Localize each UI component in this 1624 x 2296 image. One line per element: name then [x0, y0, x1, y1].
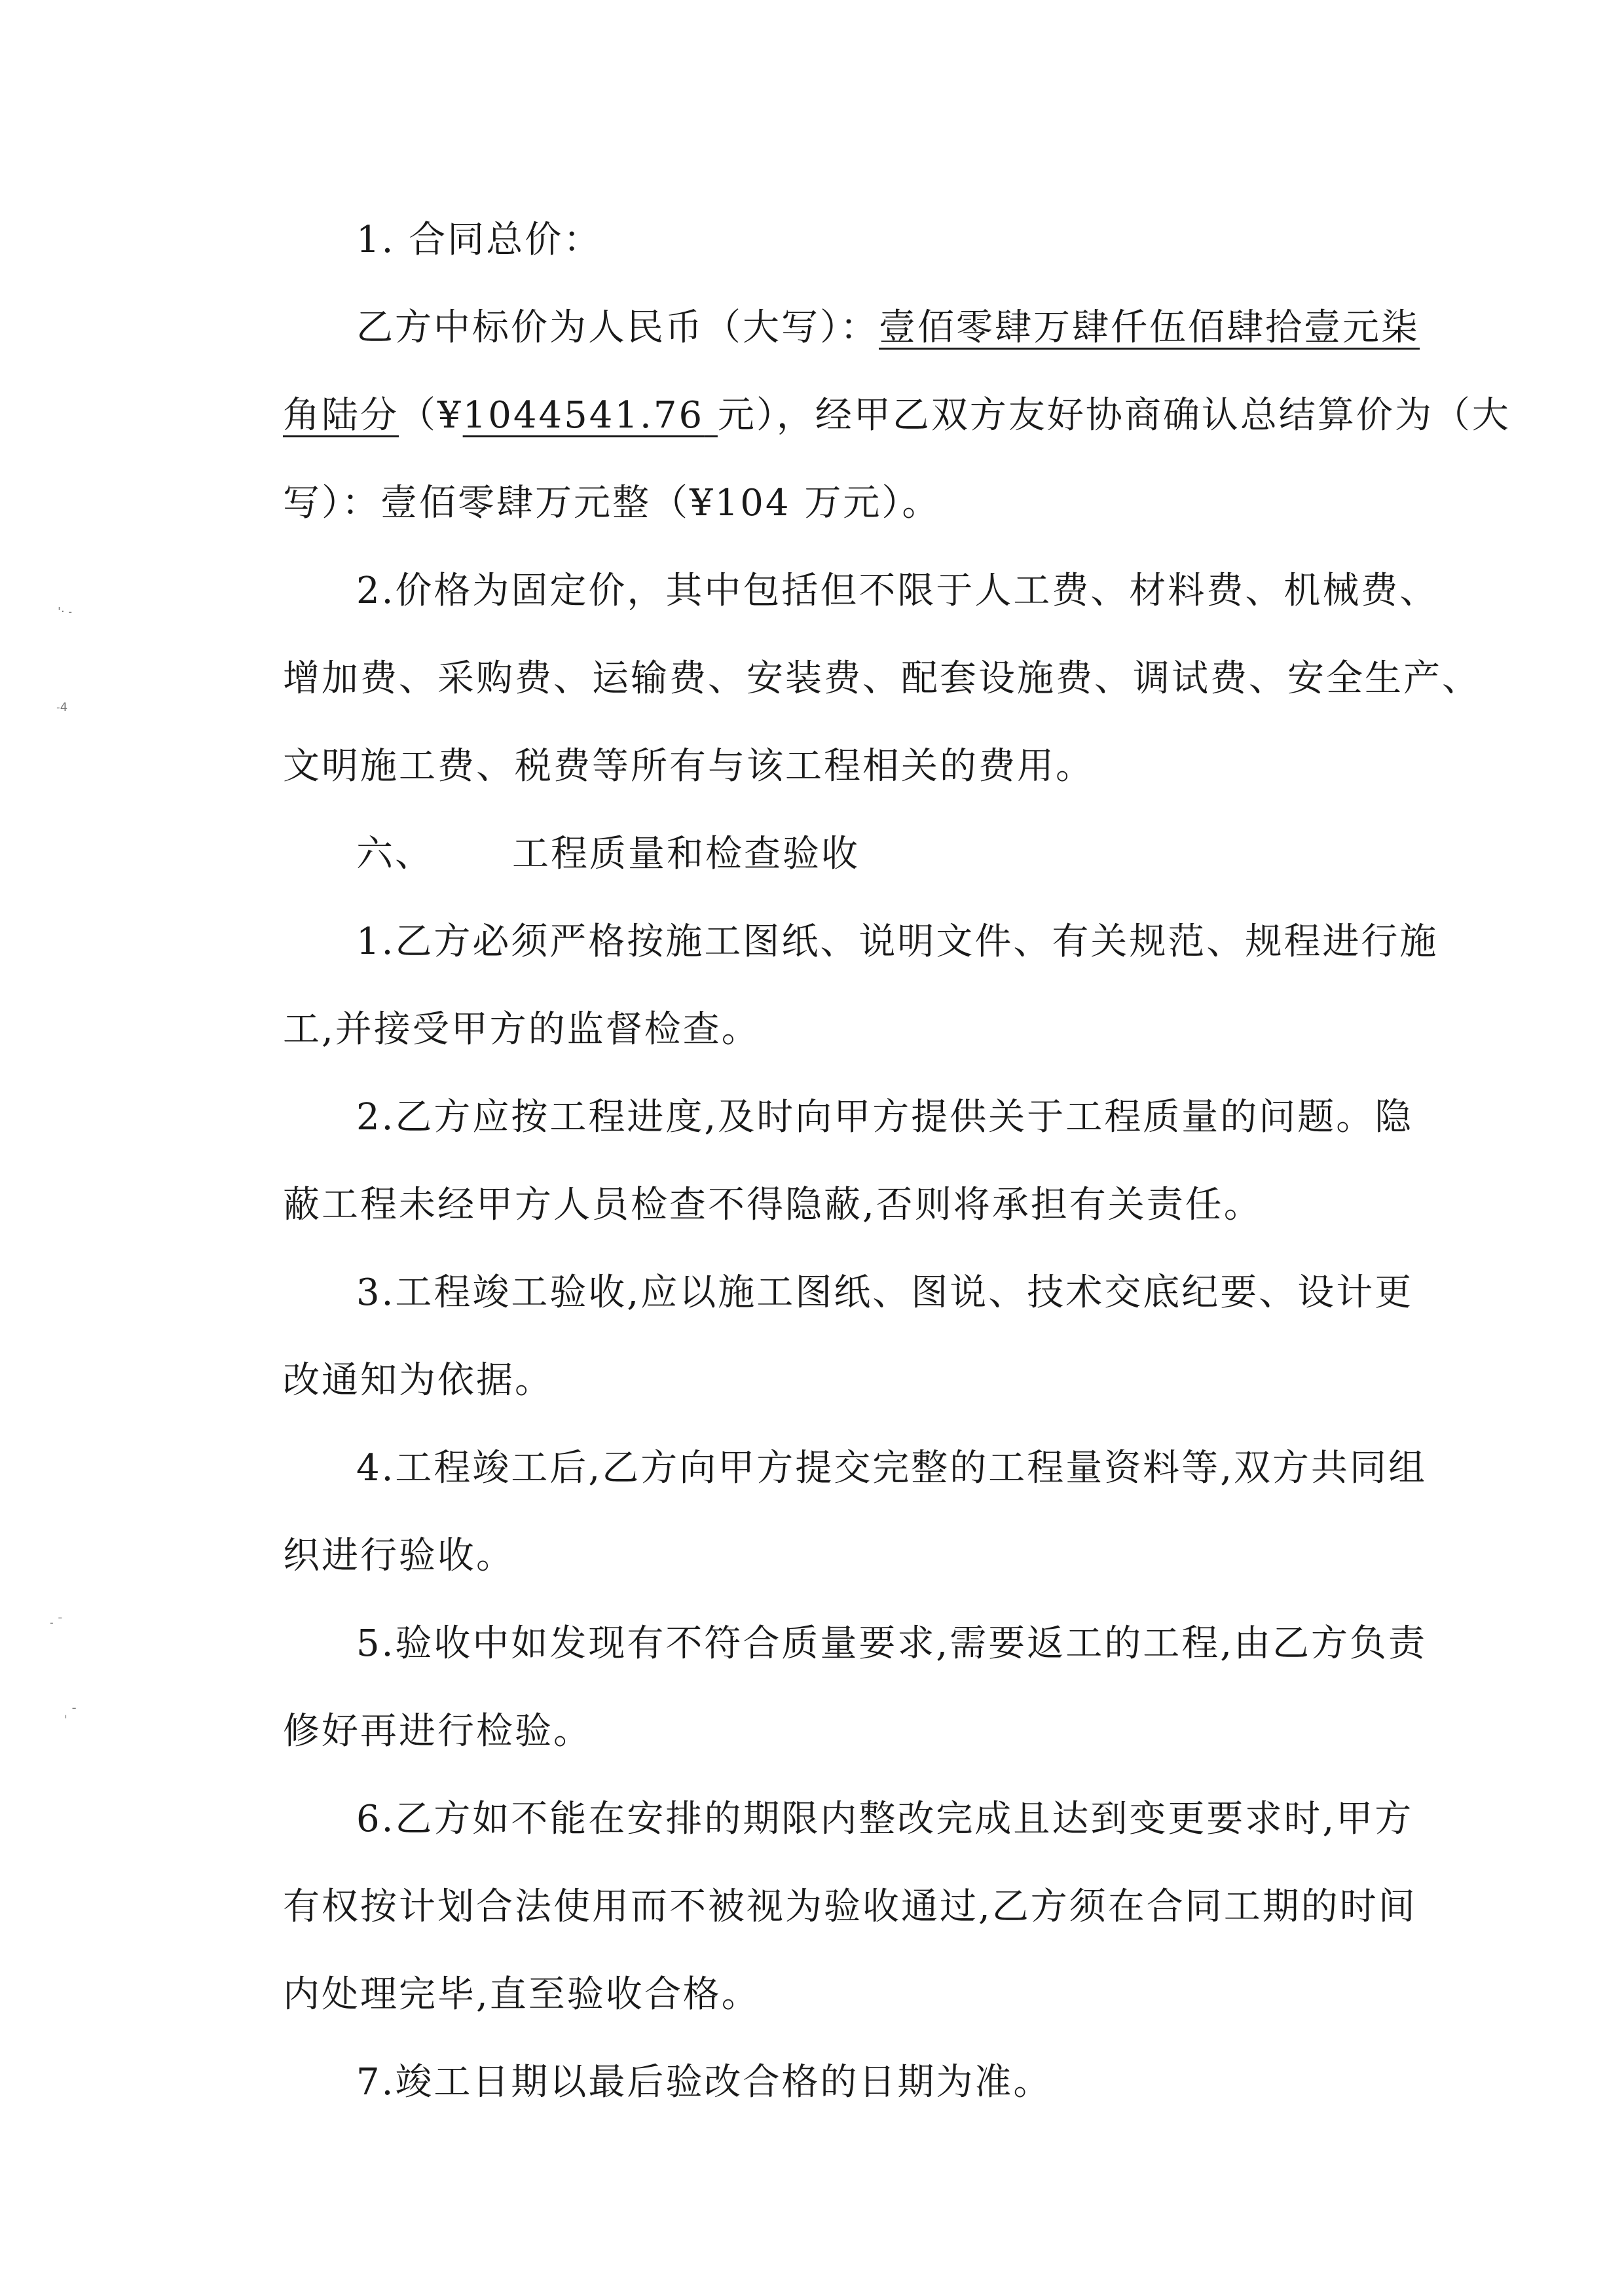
section-6-number: 六、: [356, 833, 434, 875]
quality-clause-4: [283, 1425, 1428, 1600]
section-6-title: 工程质量和检查验收: [512, 833, 860, 875]
document-body: [283, 196, 1511, 2126]
quality-clause-2-line-2: 蔽工程未经甲方人员检查不得隐蔽,否则将承担有关责任。: [283, 1184, 1263, 1226]
quality-clause-5: [283, 1600, 1428, 1776]
quality-clause-4-line-2: 织进行验收。: [283, 1535, 515, 1577]
bid-price-line-2-suffix: 元），经甲乙双方友好协商确认总结算价为（大: [717, 394, 1511, 437]
quality-clause-6: [283, 1776, 1416, 2039]
fixed-price-paragraph: [283, 547, 1481, 811]
scan-artifact-mark: ˗ ˉ: [50, 1616, 64, 1630]
bid-price-line-2: [283, 372, 1511, 460]
quality-clause-1: [283, 898, 1439, 1074]
quality-clause-2-line-1: 2.乙方应按工程进度,及时向甲方提供关于工程质量的问题。隐: [356, 1096, 1414, 1139]
quality-clause-3-line-1: 3.工程竣工验收,应以施工图纸、图说、技术交底纪要、设计更: [356, 1271, 1414, 1314]
scan-artifact-mark: '· ˗: [58, 605, 73, 619]
quality-clause-2: [283, 1074, 1416, 1249]
quality-clause-6-line-3: 内处理完毕,直至验收合格。: [283, 1973, 760, 2016]
quality-clause-5-line-2: 修好再进行检验。: [283, 1710, 592, 1753]
fixed-price-line-1: 2.价格为固定价，其中包括但不限于人工费、材料费、机械费、: [356, 570, 1439, 612]
quality-clause-4-line-1: 4.工程竣工后,乙方向甲方提交完整的工程量资料等,双方共同组: [356, 1447, 1428, 1489]
bid-price-amount-number: 1044541.76: [462, 394, 705, 437]
fixed-price-line-2: 增加费、采购费、运输费、安装费、配套设施费、调试费、安全生产、: [283, 657, 1481, 700]
bid-price-amount-words: 壹佰零肆万肆仟伍佰肆拾壹元柒: [879, 306, 1420, 349]
bid-price-amount-words-cont: 角陆分: [283, 394, 399, 437]
bid-price-line-1: [283, 284, 1420, 372]
quality-clause-7-line-1: 7.竣工日期以最后验改合格的日期为准。: [356, 2061, 1052, 2104]
bid-price-paragraph: [283, 284, 1511, 547]
contract-price-heading-text: 1. 合同总价：: [356, 219, 602, 261]
fixed-price-line-3: 文明施工费、税费等所有与该工程相关的费用。: [283, 745, 1094, 788]
quality-clause-7: [283, 2039, 1416, 2126]
bid-price-prefix: 乙方中标价为人民币（大写）：: [356, 306, 879, 349]
quality-clause-1-line-1: 1.乙方必须严格按施工图纸、说明文件、有关规范、规程进行施: [356, 920, 1439, 963]
quality-clause-6-line-1: 6.乙方如不能在安排的期限内整改完成且达到变更要求时,甲方: [356, 1798, 1414, 1840]
quality-clause-3: [283, 1249, 1416, 1425]
scan-artifact-mark: ˗4: [56, 701, 68, 714]
quality-clause-1-line-2: 工,并接受甲方的监督检查。: [283, 1008, 760, 1051]
quality-clause-5-line-1: 5.验收中如发现有不符合质量要求,需要返工的工程,由乙方负责: [356, 1622, 1428, 1665]
section-6-heading: [283, 811, 1416, 898]
settlement-price-line: 写）：壹佰零肆万元整（¥104 万元）。: [283, 482, 941, 524]
bid-price-amount-prefix: （¥: [399, 394, 463, 437]
scan-artifact-mark: ˌ ˉ: [64, 1706, 77, 1720]
contract-price-heading: [283, 196, 1416, 284]
quality-clause-6-line-2: 有权按计划合法使用而不被视为验收通过,乙方须在合同工期的时间: [283, 1886, 1417, 1928]
quality-clause-3-line-2: 改通知为依据。: [283, 1359, 553, 1402]
